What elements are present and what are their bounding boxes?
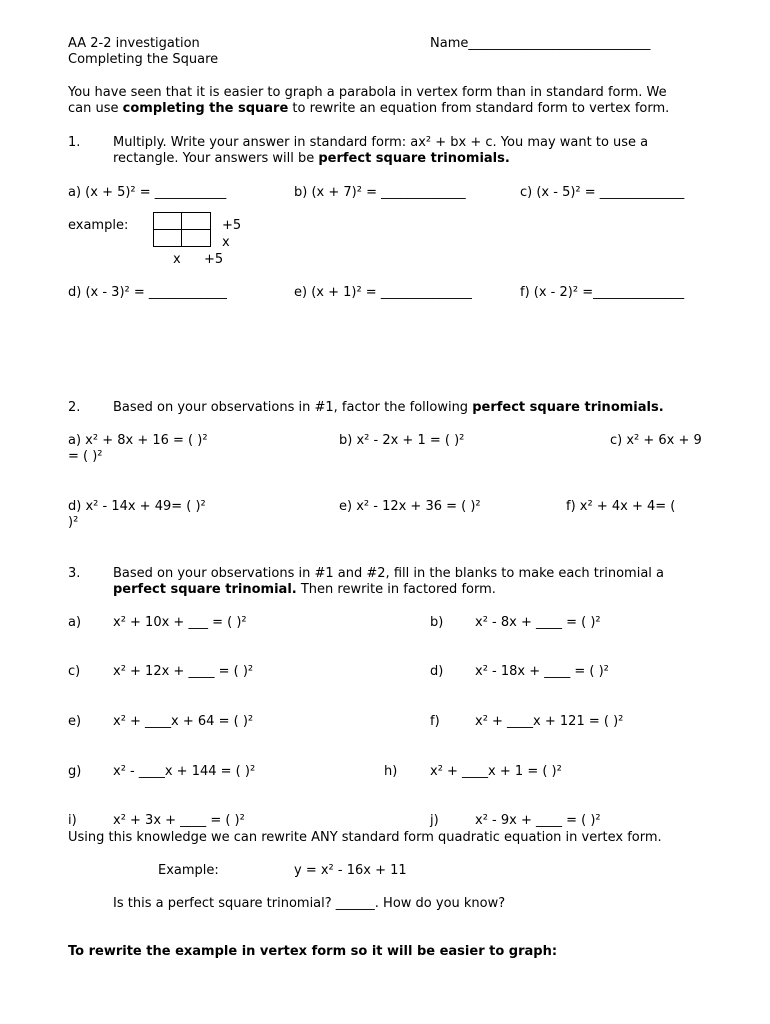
q3-instruction-1: Based on your observations in #1 and #2, fill in the blanks to make each trinomial a [113,566,665,581]
q1-item-c: c) (x - 5)² = _____________ [520,185,685,200]
q3-label-c: c) [68,664,81,679]
q3-bold-term: perfect square trinomial. [113,582,297,597]
conclusion-line: Using this knowledge we can rewrite ANY standard form quadratic equation in vertex form. [68,830,662,845]
q3-item-a: x² + 10x + ___ = ( )² [113,615,247,630]
q2-bold-term: perfect square trinomials. [472,400,664,415]
q3-label-b: b) [430,615,444,630]
q1-instruction-2 [113,151,510,167]
intro-bold-term: completing the square [122,101,289,116]
area-model-bottom-x: x [173,252,181,267]
q3-item-j: x² - 9x + ____ = ( )² [475,813,601,828]
q1-item-f: f) (x - 2)² =______________ [520,285,685,300]
q3-item-b: x² - 8x + ____ = ( )² [475,615,601,630]
q2-item-e: e) x² - 12x + 36 = ( )² [339,499,481,514]
q3-item-e: x² + ____x + 64 = ( )² [113,714,254,729]
q3-label-a: a) [68,615,82,630]
course-title: AA 2-2 investigation [68,36,200,51]
q1-instruction-1: Multiply. Write your answer in standard form: ax² + bx + c. You may want to use a [113,135,649,150]
conclusion-final-heading: To rewrite the example in vertex form so it will be easier to graph: [68,944,558,959]
q3-label-d: d) [430,664,444,679]
q3-label-g: g) [68,764,82,779]
q3-label-i: i) [68,813,77,828]
intro-line-2 [68,101,669,117]
q2-item-a: a) x² + 8x + 16 = ( )² [68,433,208,448]
q3-label-f: f) [430,714,440,729]
q3-label-h: h) [384,764,398,779]
area-model-bottom-5: +5 [204,252,224,267]
intro-text-end: to rewrite an equation from standard form to vertex form. [288,101,670,116]
q2-instruction-text: Based on your observations in #1, factor the following [113,400,473,415]
intro-text: can use [68,101,123,116]
q1-item-d: d) (x - 3)² = ____________ [68,285,227,300]
q3-item-c: x² + 12x + ____ = ( )² [113,664,254,679]
q3-instruction-2 [113,582,496,598]
q2-item-f-continued: )² [68,515,79,530]
conclusion-question: Is this a perfect square trinomial? ______. How do you know? [113,896,506,911]
q3-item-i: x² + 3x + ____ = ( )² [113,813,245,828]
q2-instruction [113,400,664,416]
intro-line-1: You have seen that it is easier to graph a parabola in vertex form than in standard form. We [68,85,667,100]
q1-bold-term: perfect square trinomials. [318,151,510,166]
q3-instruction-text: Then rewrite in factored form. [296,582,496,597]
area-model-divider-v [181,212,182,247]
q3-label-e: e) [68,714,82,729]
q3-item-d: x² - 18x + ____ = ( )² [475,664,609,679]
q1-instruction-text: rectangle. Your answers will be [113,151,319,166]
q3-item-h: x² + ____x + 1 = ( )² [430,764,562,779]
q1-item-b: b) (x + 7)² = _____________ [294,185,466,200]
q1-item-e: e) (x + 1)² = ______________ [294,285,472,300]
area-model-divider-h [153,229,211,230]
q2-item-c-continued: = ( )² [68,449,103,464]
q2-item-f: f) x² + 4x + 4= ( [566,499,676,514]
q3-item-f: x² + ____x + 121 = ( )² [475,714,624,729]
worksheet-topic: Completing the Square [68,52,219,67]
q1-number: 1. [68,135,81,150]
q2-item-b: b) x² - 2x + 1 = ( )² [339,433,465,448]
q2-item-c: c) x² + 6x + 9 [610,433,702,448]
area-model-side-5: +5 [222,218,242,233]
conclusion-example-equation: y = x² - 16x + 11 [294,863,407,878]
q1-item-a: a) (x + 5)² = ___________ [68,185,227,200]
q3-number: 3. [68,566,81,581]
name-field: Name____________________________ [430,36,651,51]
q1-example-label: example: [68,218,129,233]
area-model-side-x: x [222,235,230,250]
q2-item-d: d) x² - 14x + 49= ( )² [68,499,206,514]
q2-number: 2. [68,400,81,415]
q3-item-g: x² - ____x + 144 = ( )² [113,764,256,779]
conclusion-example-label: Example: [158,863,219,878]
q3-label-j: j) [430,813,439,828]
